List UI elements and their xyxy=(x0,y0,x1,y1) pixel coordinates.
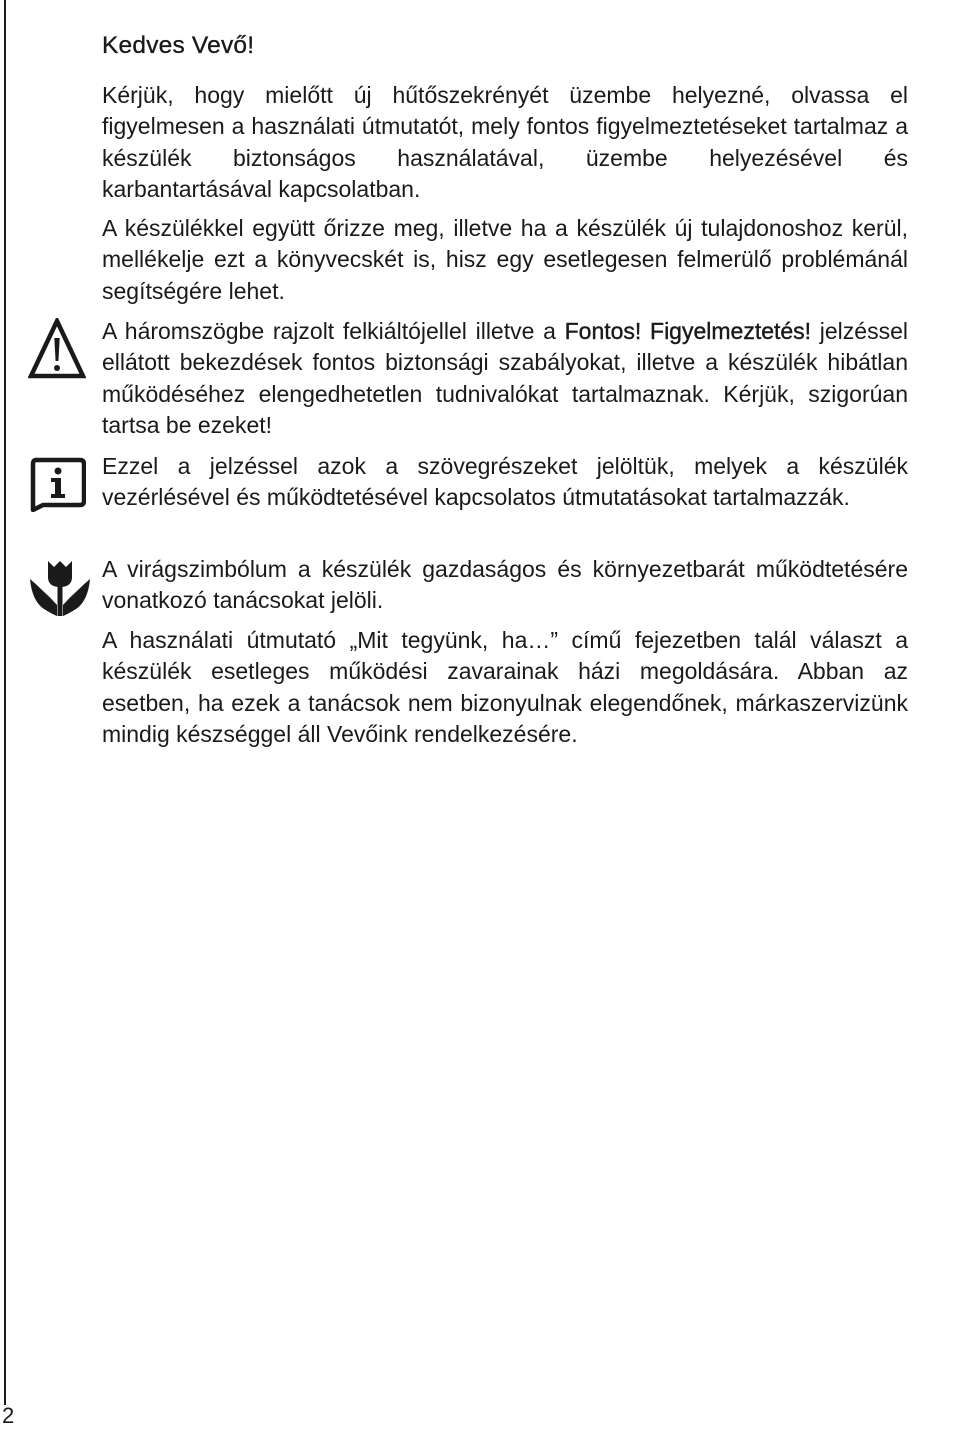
page-margin-rule xyxy=(4,0,6,1405)
page-title: Kedves Vevő! xyxy=(102,32,255,59)
keep-manual-paragraph: A készülékkel együtt őrizze meg, illetve ha a készülék új tulajdonoshoz kerül, mellékelje ezt a könyvecskét is, hisz egy esetlegesen felmerülő problémánál segítségére lehet. xyxy=(102,215,908,304)
info-icon xyxy=(28,456,86,512)
warning-text-start: A háromszögbe rajzolt felkiáltójellel illetve a xyxy=(102,318,565,344)
warning-symbol-paragraph xyxy=(102,316,908,442)
warning-text-end: jelzéssel ellátott bekezdések fontos biztonsági szabályokat, illetve a készülék hibátlan működéséhez elengedhetetlen tudnivalókat tartalmaznak. Kérjük, szigorúan tartsa be ezeket! xyxy=(102,318,908,439)
tulip-flower-icon xyxy=(28,557,92,619)
troubleshooting-paragraph: A használati útmutató „Mit tegyünk, ha…” című fejezetben talál választ a készülék esetleges működési zavarainak házi megoldására. Abban az esetben, ha ezek a tanácsok nem bizonyulnak elegendőnek, márkaszervizünk mindig készséggel áll Vevőink rendelkezésére. xyxy=(102,627,908,748)
warning-triangle-icon xyxy=(28,318,86,380)
intro-paragraph: Kérjük, hogy mielőtt új hűtőszekrényét üzembe helyezné, olvassa el figyelmesen a használati útmutatót, mely fontos figyelmeztetéseket tartalmaz a készülék biztonságos használatával, üzembe helyezésével és karbantartásával kapcsolatban. xyxy=(102,82,908,203)
page-number: 2 xyxy=(2,1403,15,1428)
info-symbol-paragraph: Ezzel a jelzéssel azok a szövegrészeket jelöltük, melyek a készülék vezérlésével és működtetésével kapcsolatos útmutatásokat tartalmazzák. xyxy=(102,453,908,511)
important-warning-label: Fontos! Figyelmeztetés! xyxy=(564,318,812,344)
flower-symbol-paragraph: A virágszimbólum a készülék gazdaságos és környezetbarát működtetésére vonatkozó tanácsokat jelöli. xyxy=(102,556,908,614)
